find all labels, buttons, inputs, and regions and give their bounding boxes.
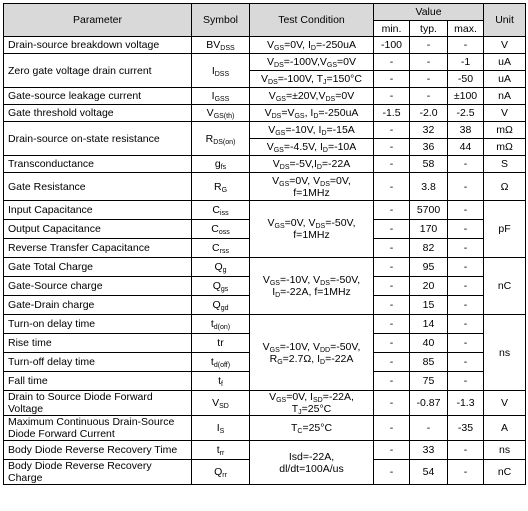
symbol-cell: $I_{GSS}$ [192,88,250,105]
symbol-cell: $C_{rss}$ [192,239,250,258]
min-cell: - [374,315,410,334]
typ-cell: 58 [410,156,448,173]
condition-cell: Isd=-22A, dl/dt=100A/us [250,441,374,485]
max-cell: - [448,296,484,315]
unit-cell: mΩ [484,122,526,139]
symbol-cell: $Q_{rr}$ [192,460,250,485]
max-cell: ±100 [448,88,484,105]
unit-cell: pF [484,201,526,258]
symbol-cell: $Q_{gs}$ [192,277,250,296]
parameter-cell: Input Capacitance [4,201,192,220]
typ-cell: 36 [410,139,448,156]
max-cell: -50 [448,71,484,88]
parameter-cell: Rise time [4,334,192,353]
parameter-cell: Drain-source on-state resistance [4,122,192,156]
condition-cell: $V_{GS}=0V$, $I_{SD}=-22A$, $T_J=25^\circ C$ [250,391,374,416]
table-row [4,391,526,416]
unit-cell: Ω [484,173,526,201]
unit-cell: V [484,37,526,54]
typ-cell: - [410,54,448,71]
condition-cell: $V_{GS}=0V$, $V_{DS}=-50V$, f=1MHz [250,201,374,258]
typ-cell: 95 [410,258,448,277]
typ-cell: 33 [410,441,448,460]
min-cell: - [374,220,410,239]
max-cell: - [448,173,484,201]
typ-cell: 14 [410,315,448,334]
symbol-cell: tr [192,334,250,353]
table-row [4,441,526,460]
min-cell: - [374,277,410,296]
min-cell: - [374,441,410,460]
parameter-cell: Body Diode Reverse Recovery Charge [4,460,192,485]
max-cell: - [448,156,484,173]
condition-cell: $V_{DS}=V_{GS}$, $I_D=-250uA$ [250,105,374,122]
min-cell: - [374,391,410,416]
symbol-cell: $V_{GS(th)}$ [192,105,250,122]
symbol-cell: $Q_{gd}$ [192,296,250,315]
min-cell: - [374,239,410,258]
max-cell: - [448,372,484,391]
parameter-cell: Turn-on delay time [4,315,192,334]
min-cell: - [374,122,410,139]
parameter-cell: Maximum Continuous Drain-Source Diode Forward Current [4,416,192,441]
min-cell: - [374,71,410,88]
condition-cell: $V_{GS}=-10V$, $V_{DD}=-50V$, $R_G=2.7\Omega$, $I_D=-22A$ [250,315,374,391]
typ-cell: 40 [410,334,448,353]
symbol-cell: $BV_{DSS}$ [192,37,250,54]
table-row [4,122,526,139]
header-typ: typ. [410,21,448,37]
parameter-cell: Transconductance [4,156,192,173]
unit-cell: uA [484,54,526,71]
max-cell: - [448,334,484,353]
parameter-cell: Fall time [4,372,192,391]
unit-cell: V [484,105,526,122]
table-row [4,88,526,105]
min-cell: - [374,139,410,156]
min-cell: - [374,416,410,441]
max-cell: - [448,441,484,460]
parameter-cell: Turn-off delay time [4,353,192,372]
unit-cell: A [484,416,526,441]
symbol-cell: $t_f$ [192,372,250,391]
max-cell: - [448,37,484,54]
table-row [4,201,526,220]
header-parameter: Parameter [4,4,192,37]
symbol-cell: $t_{d(off)}$ [192,353,250,372]
max-cell: - [448,460,484,485]
condition-cell: $V_{DS}=-100V$, $T_J=150^\circ C$ [250,71,374,88]
min-cell: -100 [374,37,410,54]
min-cell: - [374,201,410,220]
max-cell: 44 [448,139,484,156]
condition-cell: $V_{GS}=0V$, $V_{DS}=0V$, f=1MHz [250,173,374,201]
max-cell: - [448,239,484,258]
header-value: Value [374,4,484,21]
table-row [4,315,526,334]
parameter-cell: Drain-source breakdown voltage [4,37,192,54]
header-test-condition: Test Condition [250,4,374,37]
min-cell: - [374,54,410,71]
min-cell: - [374,460,410,485]
unit-cell: ns [484,315,526,391]
unit-cell: nA [484,88,526,105]
symbol-cell: $t_{rr}$ [192,441,250,460]
typ-cell: - [410,37,448,54]
electrical-characteristics-table [3,3,526,485]
symbol-cell: $g_{fs}$ [192,156,250,173]
typ-cell: 32 [410,122,448,139]
parameter-cell: Gate-source leakage current [4,88,192,105]
min-cell: - [374,353,410,372]
typ-cell: 3.8 [410,173,448,201]
unit-cell: nC [484,258,526,315]
symbol-cell: $C_{iss}$ [192,201,250,220]
max-cell: - [448,315,484,334]
symbol-cell: $C_{oss}$ [192,220,250,239]
typ-cell: 82 [410,239,448,258]
condition-cell: $V_{GS}=-10V$, $V_{DS}=-50V$, $I_D=-22A$, f=1MHz [250,258,374,315]
table-row [4,37,526,54]
symbol-cell: $I_S$ [192,416,250,441]
condition-cell: $V_{GS}=-10V$, $I_D=-15A$ [250,122,374,139]
condition-cell: $V_{GS}=\pm 20V,V_{DS}=0V$ [250,88,374,105]
unit-cell: V [484,391,526,416]
parameter-cell: Reverse Transfer Capacitance [4,239,192,258]
min-cell: - [374,296,410,315]
typ-cell: -2.0 [410,105,448,122]
parameter-cell: Output Capacitance [4,220,192,239]
symbol-cell: $V_{SD}$ [192,391,250,416]
typ-cell: 75 [410,372,448,391]
table-row [4,156,526,173]
symbol-cell: $t_{d(on)}$ [192,315,250,334]
max-cell: - [448,220,484,239]
unit-cell: nC [484,460,526,485]
typ-cell: 20 [410,277,448,296]
parameter-cell: Gate-Source charge [4,277,192,296]
parameter-cell: Drain to Source Diode Forward Voltage [4,391,192,416]
min-cell: - [374,258,410,277]
min-cell: - [374,173,410,201]
table-row [4,416,526,441]
min-cell: - [374,372,410,391]
min-cell: - [374,334,410,353]
min-cell: - [374,88,410,105]
parameter-cell: Gate threshold voltage [4,105,192,122]
condition-cell: $V_{GS}=-4.5V$, $I_D=-10A$ [250,139,374,156]
min-cell: -1.5 [374,105,410,122]
table-row [4,173,526,201]
max-cell: -35 [448,416,484,441]
parameter-cell: Gate Total Charge [4,258,192,277]
typ-cell: 54 [410,460,448,485]
max-cell: 38 [448,122,484,139]
parameter-cell: Gate Resistance [4,173,192,201]
header-unit: Unit [484,4,526,37]
symbol-cell: $R_G$ [192,173,250,201]
max-cell: -2.5 [448,105,484,122]
max-cell: - [448,258,484,277]
typ-cell: - [410,416,448,441]
typ-cell: 85 [410,353,448,372]
header-min: min. [374,21,410,37]
symbol-cell: $I_{DSS}$ [192,54,250,88]
table-row [4,54,526,71]
condition-cell: $V_{DS}=-100V,V_{GS}=0V$ [250,54,374,71]
table-row [4,258,526,277]
symbol-cell: $Q_g$ [192,258,250,277]
header-max: max. [448,21,484,37]
unit-cell: uA [484,71,526,88]
parameter-cell: Body Diode Reverse Recovery Time [4,441,192,460]
max-cell: - [448,353,484,372]
max-cell: -1 [448,54,484,71]
max-cell: -1.3 [448,391,484,416]
condition-cell: $T_C=25^\circ C$ [250,416,374,441]
max-cell: - [448,201,484,220]
unit-cell: S [484,156,526,173]
unit-cell: mΩ [484,139,526,156]
condition-cell: $V_{GS}=0V$, $I_D=-250uA$ [250,37,374,54]
table-row [4,105,526,122]
max-cell: - [448,277,484,296]
min-cell: - [374,156,410,173]
unit-cell: ns [484,441,526,460]
parameter-cell: Zero gate voltage drain current [4,54,192,88]
parameter-cell: Gate-Drain charge [4,296,192,315]
typ-cell: 5700 [410,201,448,220]
typ-cell: 170 [410,220,448,239]
typ-cell: 15 [410,296,448,315]
typ-cell: - [410,71,448,88]
typ-cell: -0.87 [410,391,448,416]
typ-cell: - [410,88,448,105]
symbol-cell: $R_{DS(on)}$ [192,122,250,156]
header-symbol: Symbol [192,4,250,37]
condition-cell: $V_{DS}=-5V,I_D=-22A$ [250,156,374,173]
